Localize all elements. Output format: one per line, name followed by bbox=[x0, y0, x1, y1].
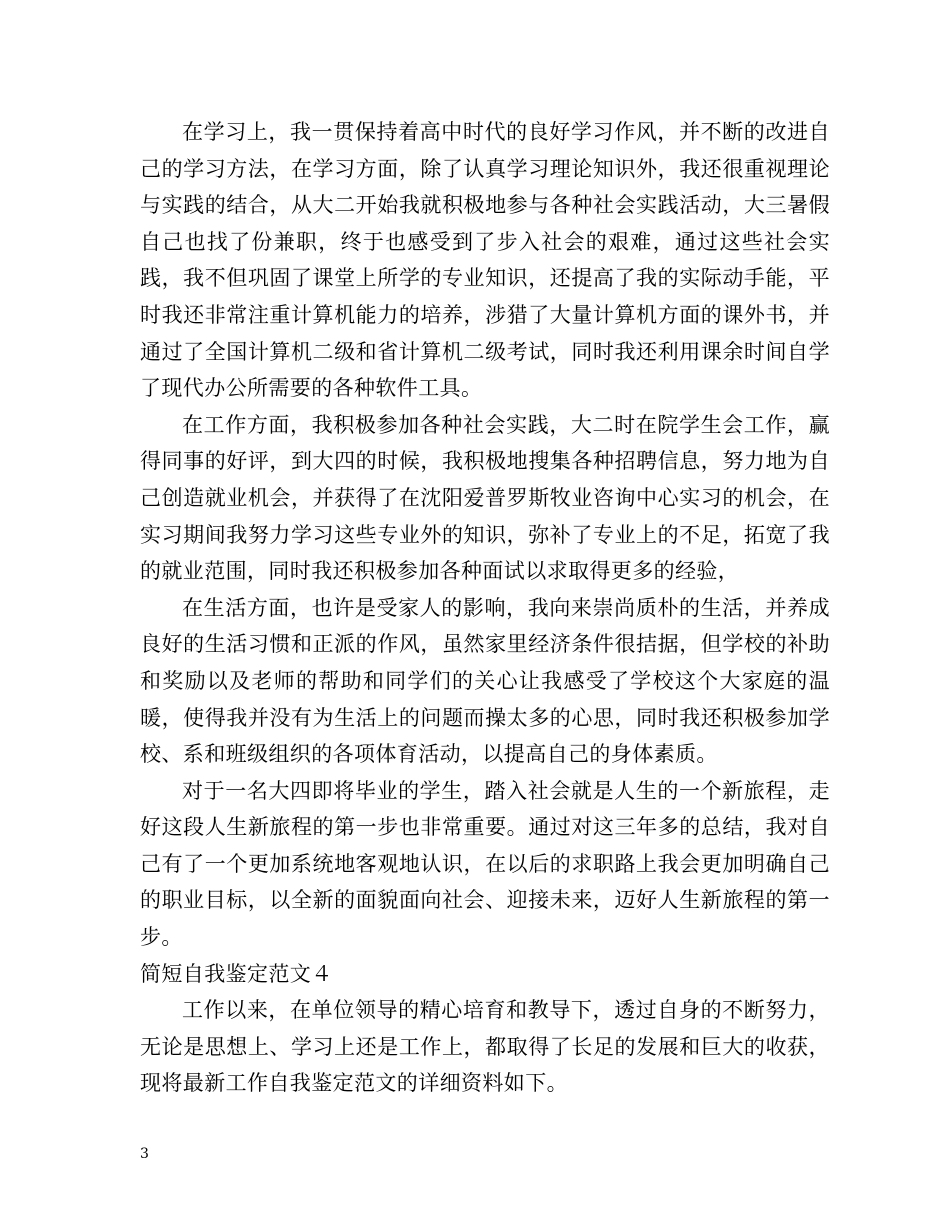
document-body bbox=[140, 114, 830, 1102]
paragraph-summary: 对于一名大四即将毕业的学生，踏入社会就是人生的一个新旅程，走好这段人生新旅程的第一步也非常重要。通过对这三年多的总结，我对自己有了一个更加系统地客观地认识，在以后的求职路上我会更加明确自己的职业目标，以全新的面貌面向社会、迎接未来，迈好人生新旅程的第一步。 bbox=[140, 778, 830, 950]
page-number: 3 bbox=[140, 1146, 149, 1162]
paragraph-life: 在生活方面，也许是受家人的影响，我向来崇尚质朴的生活，并养成良好的生活习惯和正派的作风，虽然家里经济条件很拮据，但学校的补助和奖励以及老师的帮助和同学们的关心让我感受了学校这个大家庭的温暖，使得我并没有为生活上的问题而操太多的心思，同时我还积极参加学校、系和班级组织的各项体育活动，以提高自己的身体素质。 bbox=[140, 595, 830, 767]
paragraph-study: 在学习上，我一贯保持着高中时代的良好学习作风，并不断的改进自己的学习方法，在学习方面，除了认真学习理论知识外，我还很重视理论与实践的结合，从大二开始我就积极地参与各种社会实践活动，大三暑假自己也找了份兼职，终于也感受到了步入社会的艰难，通过这些社会实践，我不但巩固了课堂上所学的专业知识，还提高了我的实际动手能，平时我还非常注重计算机能力的培养，涉猎了大量计算机方面的课外书，并通过了全国计算机二级和省计算机二级考试，同时我还利用课余时间自学了现代办公所需要的各种软件工具。 bbox=[140, 120, 830, 401]
paragraph-section-intro: 工作以来，在单位领导的精心培育和教导下，透过自身的不断努力，无论是思想上、学习上还是工作上，都取得了长足的发展和巨大的收获，现将最新工作自我鉴定范文的详细资料如下。 bbox=[140, 998, 830, 1096]
section-heading: 简短自我鉴定范文４ bbox=[140, 961, 333, 986]
paragraph-work: 在工作方面，我积极参加各种社会实践，大二时在院学生会工作，赢得同事的好评，到大四的时候，我积极地搜集各种招聘信息，努力地为自己创造就业机会，并获得了在沈阳爱普罗斯牧业咨询中心实习的机会，在实习期间我努力学习这些专业外的知识，弥补了专业上的不足，拓宽了我的就业范围，同时我还积极参加各种面试以求取得更多的经验， bbox=[140, 412, 830, 584]
